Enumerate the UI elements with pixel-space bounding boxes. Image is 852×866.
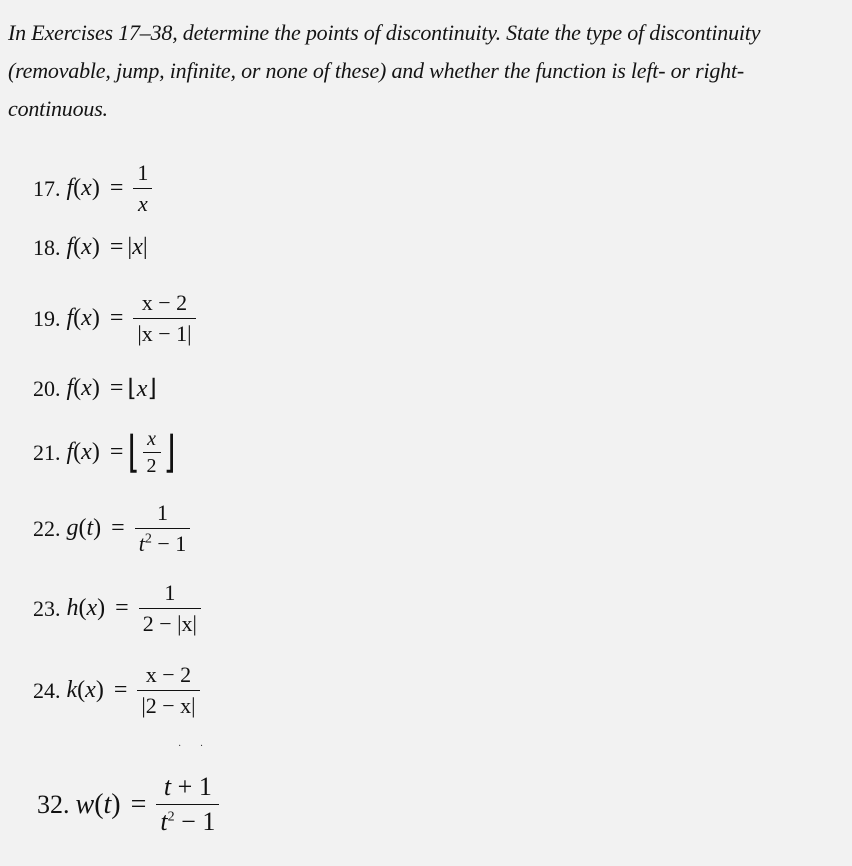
exercise-17 <box>33 160 152 217</box>
fraction <box>156 772 219 837</box>
exercise-number: 32. <box>37 789 70 819</box>
exercise-number: 17. <box>33 175 61 201</box>
cropped-text-fragment: · · <box>178 741 212 752</box>
fraction <box>135 500 191 557</box>
function-lhs: k(x) <box>66 677 104 703</box>
numerator: 1 <box>137 160 149 185</box>
numerator: 1 <box>164 580 176 605</box>
exercise-24 <box>33 662 200 719</box>
denominator: |x − 1| <box>137 321 192 346</box>
exercise-number: 22. <box>33 515 61 541</box>
exercise-number: 18. <box>33 234 61 260</box>
function-rhs: |x| <box>127 234 148 260</box>
floor-right-icon: ⌋ <box>147 376 157 402</box>
function-lhs: f(x) <box>66 439 100 465</box>
function-lhs: f(x) <box>66 234 100 260</box>
instructions-line-2: (removable, jump, infinite, or none of these) and whether the function is left- or right- <box>8 58 744 83</box>
fraction <box>133 290 195 347</box>
exercise-number: 20. <box>33 375 61 401</box>
function-lhs: f(x) <box>66 375 100 401</box>
exercise-19 <box>33 290 196 347</box>
function-lhs: w(t) <box>75 788 121 820</box>
exercise-21 <box>33 428 178 477</box>
function-lhs: h(x) <box>66 595 106 621</box>
numerator: x <box>147 428 156 450</box>
function-lhs: f(x) <box>66 175 100 201</box>
fraction <box>143 428 161 477</box>
denominator: $t^2 - 1$ <box>138 531 187 556</box>
exercise-number: 19. <box>33 305 61 331</box>
denominator: |2 − x| <box>141 693 196 718</box>
equals-sign: = <box>109 234 124 260</box>
equals-sign: = <box>113 677 128 703</box>
equals-sign: = <box>115 595 129 621</box>
numerator: x − 2 <box>141 290 188 315</box>
instructions-line-3: continuous. <box>8 96 108 121</box>
equals-sign: = <box>130 788 147 820</box>
floor-left-icon: ⌊ <box>127 427 140 477</box>
denominator: 2 <box>146 455 157 477</box>
denominator: $t^2 - 1$ <box>160 807 216 836</box>
instructions-line-1: In Exercises 17–38, determine the points of discontinuity. State the type of discontinuity <box>8 20 761 45</box>
numerator: t + 1 <box>163 772 212 801</box>
exercise-23 <box>33 580 201 637</box>
numerator: 1 <box>156 500 168 525</box>
denominator: x <box>137 191 148 216</box>
equals-sign: = <box>109 375 124 401</box>
fraction <box>139 580 201 637</box>
exercise-number: 24. <box>33 677 61 703</box>
fraction <box>133 160 152 217</box>
function-rhs: ⌊x⌋ <box>127 376 157 402</box>
numerator: x − 2 <box>145 662 192 687</box>
exercise-32 <box>37 772 219 837</box>
exercise-number: 21. <box>33 439 61 465</box>
equals-sign: = <box>109 175 124 201</box>
equals-sign: = <box>111 515 125 541</box>
function-lhs: g(t) <box>66 515 102 541</box>
equals-sign: = <box>109 305 124 331</box>
exercise-22 <box>33 500 190 557</box>
exercise-number: 23. <box>33 595 61 621</box>
equals-sign: = <box>109 439 124 465</box>
function-lhs: f(x) <box>66 305 100 331</box>
denominator: 2 − |x| <box>142 611 197 636</box>
instructions-paragraph <box>8 14 838 128</box>
exercise-18 <box>33 234 148 261</box>
floor-left-icon: ⌊ <box>127 376 137 402</box>
exercise-20 <box>33 374 157 403</box>
fraction <box>137 662 199 719</box>
floor-right-icon: ⌋ <box>163 427 176 477</box>
